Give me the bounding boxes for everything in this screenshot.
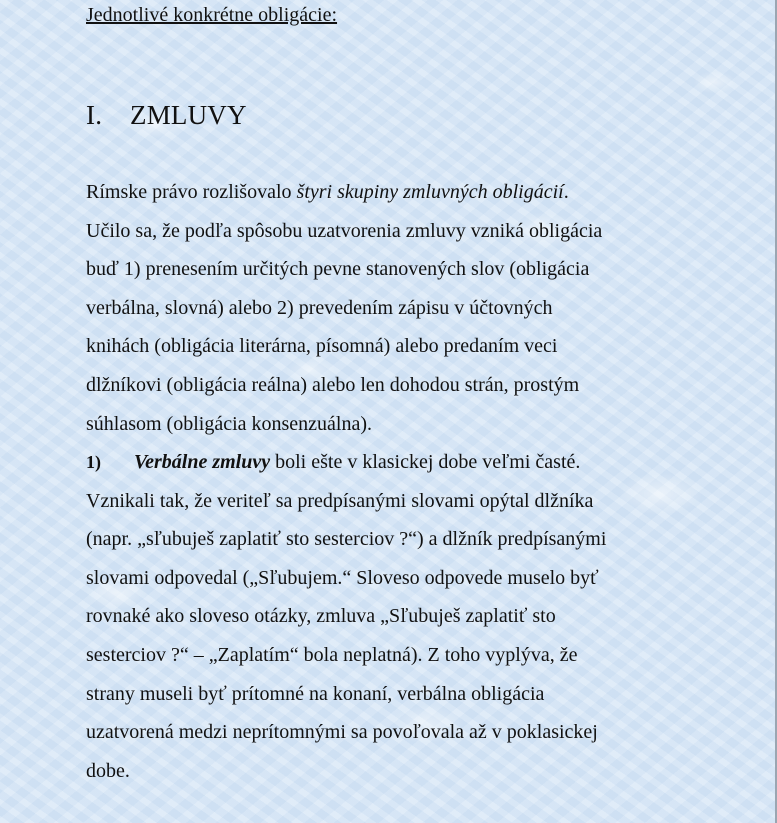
paragraph-line: uzatvorená medzi neprítomnými sa povoľovala až v poklasickej: [86, 721, 598, 744]
section-number: I.: [86, 100, 103, 130]
text-run: boli ešte v klasickej dobe veľmi časté.: [270, 451, 581, 473]
paragraph-line: slovami odpovedal („Sľubujem.“ Sloveso odpovede muselo byť: [86, 566, 599, 589]
paragraph-line: súhlasom (obligácia konsenzuálna).: [86, 412, 373, 435]
text-run: Rímske právo rozlišovalo: [86, 181, 297, 203]
section-title: ZMLUVY: [130, 100, 247, 130]
paragraph-line: [86, 173, 676, 212]
paragraph-line: verbálna, slovná) alebo 2) prevedením zápisu v účtovných: [86, 296, 553, 319]
paragraph-line: [86, 443, 676, 482]
paragraph-contract-types: [86, 173, 676, 443]
paragraph-line: dobe.: [86, 759, 130, 782]
paragraph-line: dlžníkovi (obligácia reálna) alebo len dohodou strán, prostým: [86, 373, 580, 396]
paragraph-line: sesterciov ?“ – „Zaplatím“ bola neplatná). Z toho vyplýva, že: [86, 643, 578, 666]
paragraph-line: strany museli byť prítomné na konaní, verbálna obligácia: [86, 682, 545, 705]
paragraph-line: buď 1) prenesením určitých pevne stanovených slov (obligácia: [86, 258, 590, 281]
paragraph-line: rovnaké ako sloveso otázky, zmluva „Sľubuješ zaplatiť sto: [86, 605, 556, 628]
emphasis-text: štyri skupiny zmluvných obligácií: [296, 181, 564, 203]
top-heading: Jednotlivé konkrétne obligácie:: [86, 4, 338, 26]
paragraph-line: Vznikali tak, že veriteľ sa predpísanými slovami opýtal dlžníka: [86, 489, 594, 512]
list-item-number: 1): [86, 452, 101, 472]
paragraph-line: Učilo sa, že podľa spôsobu uzatvorenia zmluvy vzniká obligácia: [86, 219, 603, 242]
paragraph-line: knihách (obligácia literárna, písomná) alebo predaním veci: [86, 335, 558, 358]
text-run: .: [563, 181, 569, 203]
section-heading: [86, 100, 247, 131]
paragraph-line: (napr. „sľubuješ zaplatiť sto sesterciov ?“) a dlžník predpísanými: [86, 528, 607, 551]
paragraph-verbal-contracts: [86, 443, 676, 790]
emphasis-text: Verbálne zmluvy: [134, 451, 271, 473]
